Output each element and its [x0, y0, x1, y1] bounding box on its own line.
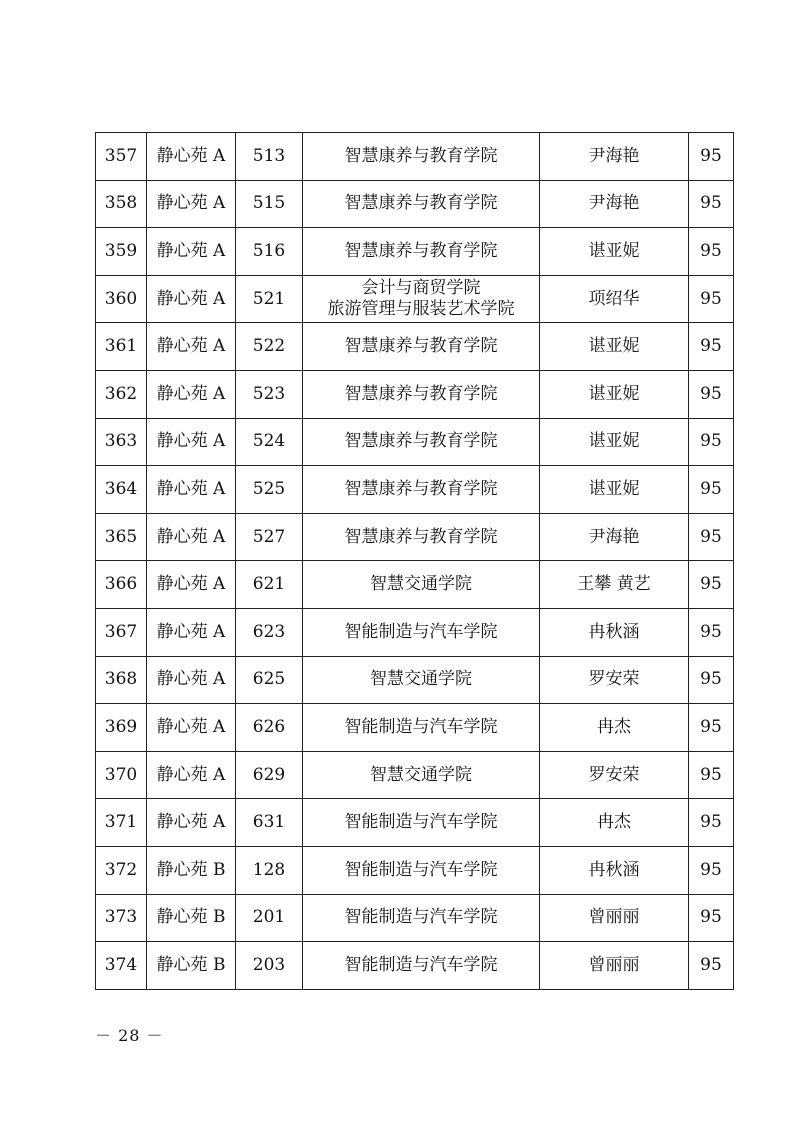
college-name: 智慧康养与教育学院 — [344, 193, 498, 214]
college-name: 智慧康养与教育学院 — [344, 240, 498, 261]
college-name: 智能制造与汽车学院 — [344, 716, 498, 737]
table-row — [96, 275, 734, 323]
teacher-cell: 罗安荣 — [540, 751, 689, 799]
room-number-cell: 521 — [236, 275, 303, 323]
college-cell — [303, 133, 540, 181]
teacher-cell: 王攀 黄艺 — [540, 561, 689, 609]
table-row — [96, 846, 734, 894]
row-number-cell: 369 — [96, 704, 147, 752]
row-number-cell: 374 — [96, 942, 147, 990]
row-number-cell: 360 — [96, 275, 147, 323]
college-name: 智能制造与汽车学院 — [344, 621, 498, 642]
room-number-cell: 128 — [236, 846, 303, 894]
college-name: 智能制造与汽车学院 — [344, 954, 498, 975]
college-cell — [303, 799, 540, 847]
building-cell: 静心苑 A — [147, 656, 236, 704]
score-cell: 95 — [689, 513, 734, 561]
room-number-cell: 623 — [236, 608, 303, 656]
teacher-cell: 冉秋涵 — [540, 846, 689, 894]
row-number-cell: 361 — [96, 323, 147, 371]
college-cell — [303, 418, 540, 466]
score-cell: 95 — [689, 942, 734, 990]
room-number-cell: 513 — [236, 133, 303, 181]
building-cell: 静心苑 A — [147, 133, 236, 181]
teacher-cell: 曾丽丽 — [540, 894, 689, 942]
score-cell: 95 — [689, 656, 734, 704]
building-cell: 静心苑 A — [147, 370, 236, 418]
teacher-cell: 冉杰 — [540, 799, 689, 847]
score-cell: 95 — [689, 704, 734, 752]
room-number-cell: 203 — [236, 942, 303, 990]
college-name: 智慧交通学院 — [370, 764, 472, 785]
building-cell: 静心苑 A — [147, 466, 236, 514]
score-cell: 95 — [689, 799, 734, 847]
score-cell: 95 — [689, 751, 734, 799]
row-number-cell: 362 — [96, 370, 147, 418]
college-cell — [303, 704, 540, 752]
room-number-cell: 629 — [236, 751, 303, 799]
room-number-cell: 527 — [236, 513, 303, 561]
row-number-cell: 359 — [96, 228, 147, 276]
score-cell: 95 — [689, 608, 734, 656]
teacher-cell: 谌亚妮 — [540, 370, 689, 418]
room-number-cell: 525 — [236, 466, 303, 514]
building-cell: 静心苑 A — [147, 799, 236, 847]
score-cell: 95 — [689, 466, 734, 514]
college-cell — [303, 513, 540, 561]
teacher-cell: 谌亚妮 — [540, 323, 689, 371]
room-number-cell: 515 — [236, 180, 303, 228]
table-row — [96, 942, 734, 990]
college-name: 智慧交通学院 — [370, 574, 472, 595]
building-cell: 静心苑 A — [147, 418, 236, 466]
college-cell — [303, 228, 540, 276]
college-name: 智慧康养与教育学院 — [344, 478, 498, 499]
building-cell: 静心苑 B — [147, 942, 236, 990]
table-row — [96, 513, 734, 561]
building-cell: 静心苑 A — [147, 561, 236, 609]
building-cell: 静心苑 B — [147, 894, 236, 942]
building-cell: 静心苑 A — [147, 275, 236, 323]
building-cell: 静心苑 A — [147, 704, 236, 752]
row-number-cell: 358 — [96, 180, 147, 228]
teacher-cell: 尹海艳 — [540, 513, 689, 561]
table-row — [96, 561, 734, 609]
room-number-cell: 621 — [236, 561, 303, 609]
building-cell: 静心苑 B — [147, 846, 236, 894]
college-name: 智能制造与汽车学院 — [344, 812, 498, 833]
table-row — [96, 418, 734, 466]
table-body — [96, 133, 734, 990]
table-row — [96, 133, 734, 181]
college-name: 智慧康养与教育学院 — [344, 526, 498, 547]
college-cell — [303, 894, 540, 942]
college-name: 智能制造与汽车学院 — [344, 907, 498, 928]
room-number-cell: 626 — [236, 704, 303, 752]
score-cell: 95 — [689, 133, 734, 181]
row-number-cell: 368 — [96, 656, 147, 704]
teacher-cell: 罗安荣 — [540, 656, 689, 704]
room-number-cell: 523 — [236, 370, 303, 418]
college-cell — [303, 180, 540, 228]
page-number: － 28 － — [95, 1026, 164, 1045]
teacher-cell: 冉杰 — [540, 704, 689, 752]
teacher-cell: 曾丽丽 — [540, 942, 689, 990]
college-name: 智慧交通学院 — [370, 669, 472, 690]
teacher-cell: 冉秋涵 — [540, 608, 689, 656]
college-cell — [303, 466, 540, 514]
college-name: 会计与商贸学院 — [361, 278, 481, 299]
college-cell — [303, 323, 540, 371]
row-number-cell: 365 — [96, 513, 147, 561]
row-number-cell: 370 — [96, 751, 147, 799]
row-number-cell: 367 — [96, 608, 147, 656]
building-cell: 静心苑 A — [147, 228, 236, 276]
teacher-cell: 尹海艳 — [540, 180, 689, 228]
row-number-cell: 363 — [96, 418, 147, 466]
room-number-cell: 524 — [236, 418, 303, 466]
score-cell: 95 — [689, 323, 734, 371]
score-cell: 95 — [689, 561, 734, 609]
teacher-cell: 谌亚妮 — [540, 228, 689, 276]
table-row — [96, 799, 734, 847]
room-number-cell: 522 — [236, 323, 303, 371]
table-row — [96, 228, 734, 276]
score-cell: 95 — [689, 275, 734, 323]
room-number-cell: 631 — [236, 799, 303, 847]
building-cell: 静心苑 A — [147, 180, 236, 228]
table-row — [96, 656, 734, 704]
row-number-cell: 364 — [96, 466, 147, 514]
table-row — [96, 370, 734, 418]
college-cell — [303, 275, 540, 323]
college-cell — [303, 942, 540, 990]
teacher-cell: 谌亚妮 — [540, 418, 689, 466]
score-cell: 95 — [689, 894, 734, 942]
room-number-cell: 201 — [236, 894, 303, 942]
row-number-cell: 366 — [96, 561, 147, 609]
college-cell — [303, 561, 540, 609]
row-number-cell: 371 — [96, 799, 147, 847]
college-name: 智能制造与汽车学院 — [344, 859, 498, 880]
row-number-cell: 372 — [96, 846, 147, 894]
table-row — [96, 751, 734, 799]
table-row — [96, 323, 734, 371]
building-cell: 静心苑 A — [147, 323, 236, 371]
score-cell: 95 — [689, 846, 734, 894]
room-number-cell: 516 — [236, 228, 303, 276]
building-cell: 静心苑 A — [147, 513, 236, 561]
table-row — [96, 704, 734, 752]
college-cell — [303, 608, 540, 656]
row-number-cell: 373 — [96, 894, 147, 942]
table-row — [96, 466, 734, 514]
college-name: 旅游管理与服装艺术学院 — [327, 299, 515, 320]
score-cell: 95 — [689, 370, 734, 418]
room-number-cell: 625 — [236, 656, 303, 704]
college-name: 智慧康养与教育学院 — [344, 145, 498, 166]
score-cell: 95 — [689, 418, 734, 466]
building-cell: 静心苑 A — [147, 608, 236, 656]
dormitory-score-table — [95, 132, 734, 990]
college-cell — [303, 370, 540, 418]
table-row — [96, 894, 734, 942]
college-cell — [303, 656, 540, 704]
building-cell: 静心苑 A — [147, 751, 236, 799]
college-name: 智慧康养与教育学院 — [344, 383, 498, 404]
table-row — [96, 180, 734, 228]
table-row — [96, 608, 734, 656]
college-name: 智慧康养与教育学院 — [344, 431, 498, 452]
teacher-cell: 项绍华 — [540, 275, 689, 323]
teacher-cell: 谌亚妮 — [540, 466, 689, 514]
score-cell: 95 — [689, 180, 734, 228]
teacher-cell: 尹海艳 — [540, 133, 689, 181]
college-name: 智慧康养与教育学院 — [344, 336, 498, 357]
score-cell: 95 — [689, 228, 734, 276]
college-cell — [303, 846, 540, 894]
row-number-cell: 357 — [96, 133, 147, 181]
college-cell — [303, 751, 540, 799]
